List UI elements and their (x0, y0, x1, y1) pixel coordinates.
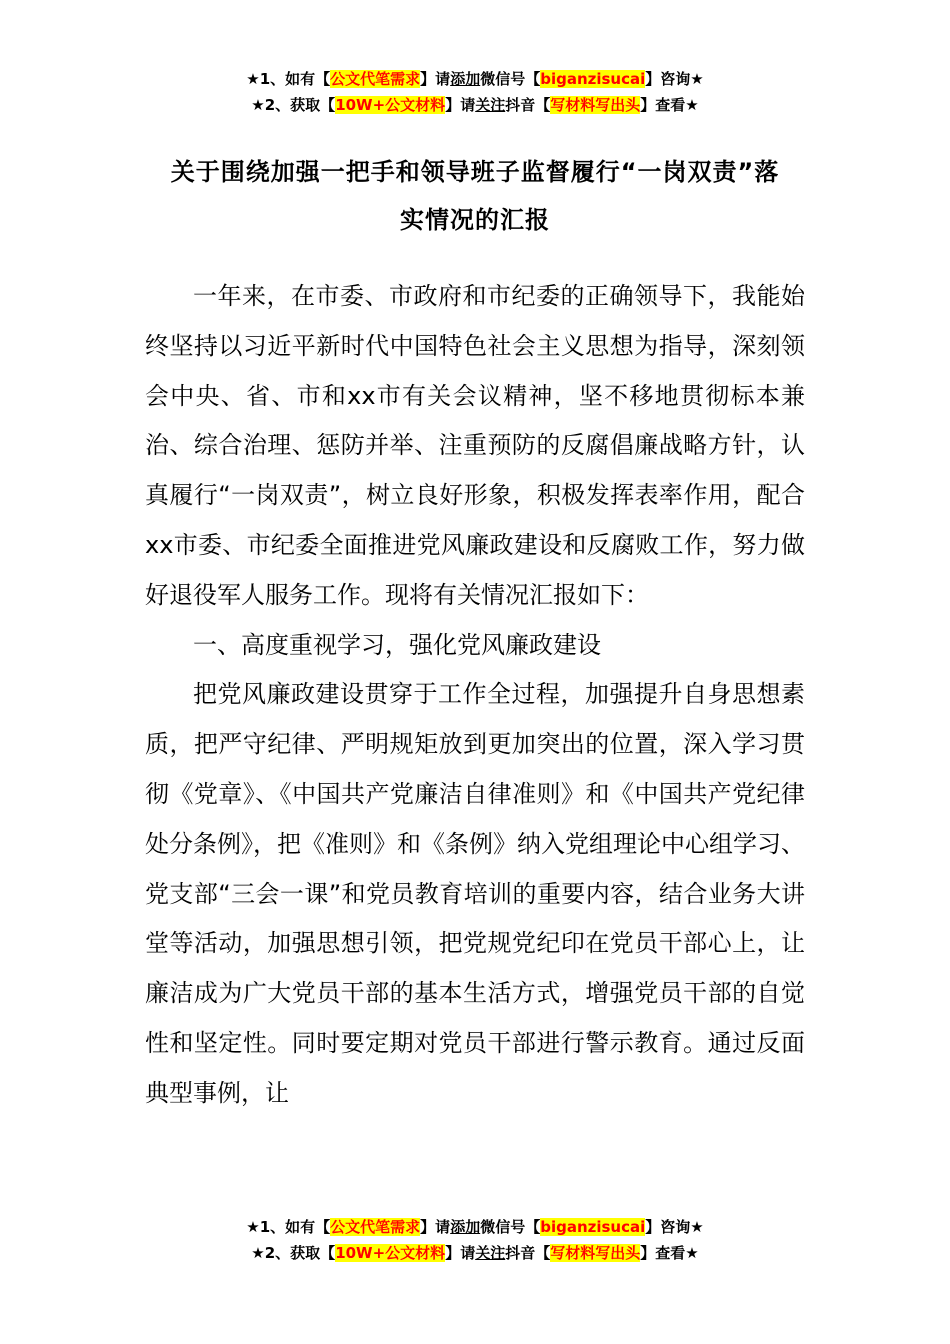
header-banner (0, 66, 950, 118)
banner-text: 抖音【 (505, 96, 551, 114)
banner-text: 】请 (420, 1218, 451, 1236)
banner-line-2 (0, 1240, 950, 1266)
banner-text: 】请 (445, 96, 476, 114)
title-line: 关于围绕加强一把手和领导班子监督履行“一岗双责”落 (170, 158, 780, 186)
banner-text: ★2、获取【 (251, 1244, 336, 1262)
footer-banner (0, 1214, 950, 1266)
banner-text: ★1、如有【 (246, 1218, 331, 1236)
document-title (145, 148, 805, 244)
banner-text: 】查看★ (640, 96, 699, 114)
banner-highlight: 写材料写出头 (550, 96, 641, 114)
banner-line-1 (0, 66, 950, 92)
body-paragraph: 一年来，在市委、市政府和市纪委的正确领导下，我能始终坚持以习近平新时代中国特色社会主义思想为指导，深刻领会中央、省、市和xx市有关会议精神，坚不移地贯彻标本兼治、综合治理、惩防并举、注重预防的反腐倡廉战略方针，认真履行“一岗双责”，树立良好形象，积极发挥表率作用，配合xx市委、市纪委全面推进党风廉政建设和反腐败工作，努力做好退役军人服务工作。现将有关情况汇报如下： (145, 282, 805, 609)
banner-text: ★1、如有【 (246, 70, 331, 88)
banner-highlight: biganzisucai (540, 1218, 646, 1236)
banner-text: 】查看★ (640, 1244, 699, 1262)
banner-underlined-text: 添加 (450, 70, 481, 88)
banner-text: 】咨询★ (645, 70, 704, 88)
banner-underlined-text: 添加 (450, 1218, 481, 1236)
banner-text: ★2、获取【 (251, 96, 336, 114)
banner-underlined-text: 关注 (475, 1244, 506, 1262)
banner-highlight: 10W+公文材料 (335, 96, 446, 114)
banner-line-1 (0, 1214, 950, 1240)
banner-text: 】咨询★ (645, 1218, 704, 1236)
section-heading: 一、高度重视学习，强化党风廉政建设 (193, 630, 601, 659)
title-line: 实情况的汇报 (400, 206, 550, 234)
banner-highlight: 公文代笔需求 (330, 1218, 421, 1236)
banner-text: 微信号【 (480, 1218, 541, 1236)
banner-text: 】请 (420, 70, 451, 88)
banner-highlight: 10W+公文材料 (335, 1244, 446, 1262)
banner-highlight: biganzisucai (540, 70, 646, 88)
banner-highlight: 写材料写出头 (550, 1244, 641, 1262)
banner-text: 抖音【 (505, 1244, 551, 1262)
banner-text: 】请 (445, 1244, 476, 1262)
document-body (145, 272, 805, 1119)
banner-line-2 (0, 92, 950, 118)
banner-highlight: 公文代笔需求 (330, 70, 421, 88)
banner-underlined-text: 关注 (475, 96, 506, 114)
banner-text: 微信号【 (480, 70, 541, 88)
body-paragraph: 把党风廉政建设贯穿于工作全过程，加强提升自身思想素质，把严守纪律、严明规矩放到更加突出的位置，深入学习贯彻《党章》、《中国共产党廉洁自律准则》和《中国共产党纪律处分条例》，把《准则》和《条例》纳入党组理论中心组学习、党支部“三会一课”和党员教育培训的重要内容，结合业务大讲堂等活动，加强思想引领，把党规党纪印在党员干部心上，让廉洁成为广大党员干部的基本生活方式，增强党员干部的自觉性和坚定性。同时要定期对党员干部进行警示教育。通过反面典型事例，让 (145, 680, 805, 1107)
